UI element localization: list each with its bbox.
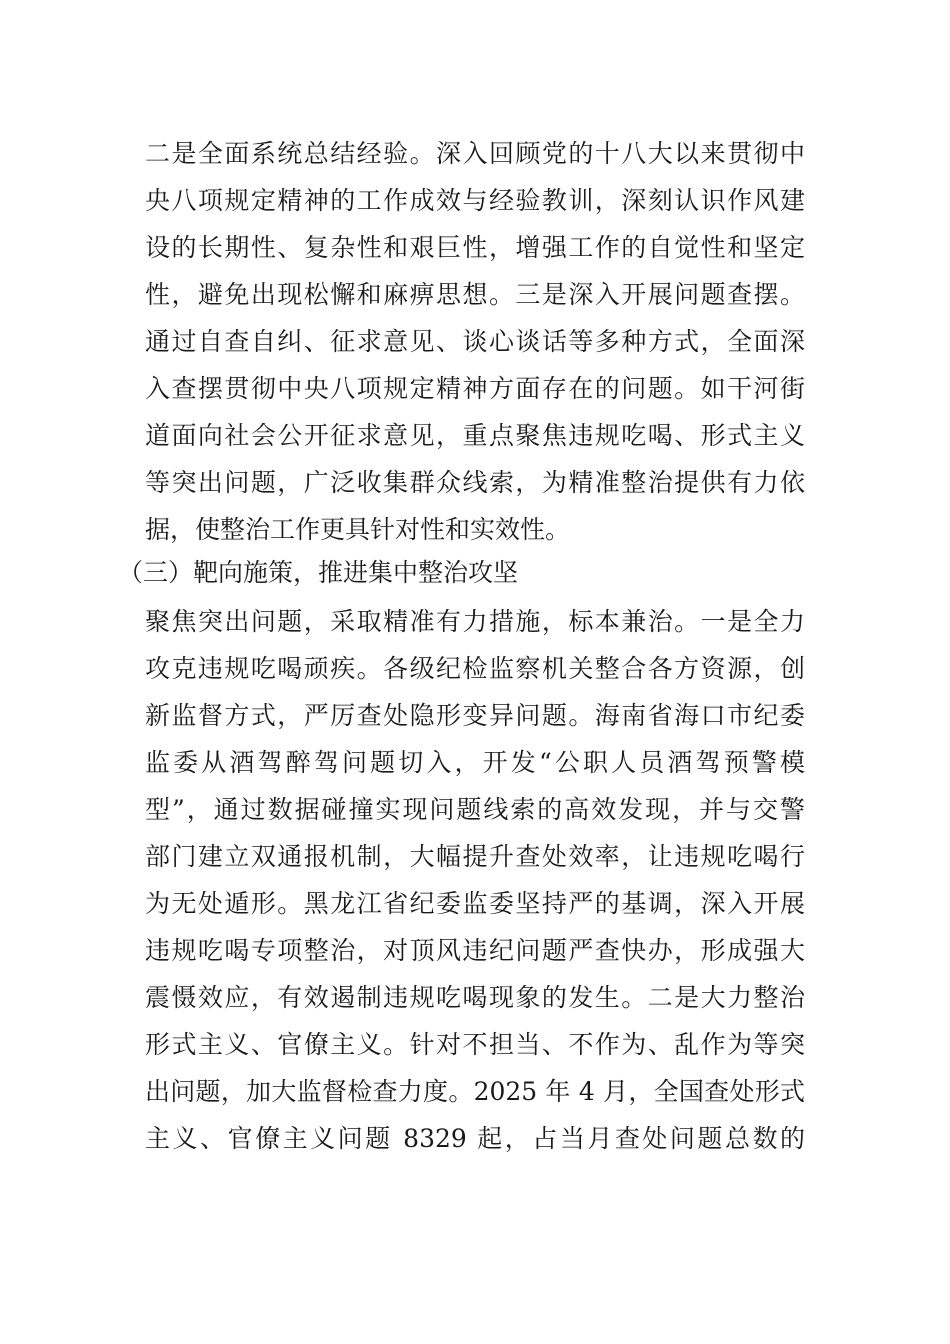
text-line: 设的长期性、复杂性和艰巨性，增强工作的自觉性和坚定 — [145, 233, 805, 262]
text-line: 二是全面系统总结经验。深入回顾党的十八大以来贯彻中 — [145, 139, 805, 168]
text-line: 入查摆贯彻中央八项规定精神方面存在的问题。如干河街 — [145, 374, 805, 403]
text-line: 攻克违规吃喝顽疾。各级纪检监察机关整合各方资源，创 — [145, 654, 805, 683]
text-line: 部门建立双通报机制，大幅提升查处效率，让违规吃喝行 — [145, 842, 805, 871]
text-line: 出问题，加大监督检查力度。2025 年 4 月，全国查处形式 — [145, 1077, 805, 1106]
text-line: 据，使整治工作更具针对性和实效性。 — [145, 515, 571, 544]
text-line: 震慑效应，有效遏制违规吃喝现象的发生。二是大力整治 — [145, 983, 805, 1012]
text-line: 通过自查自纠、征求意见、谈心谈话等多种方式，全面深 — [145, 327, 805, 356]
text-line: 违规吃喝专项整治，对顶风违纪问题严查快办，形成强大 — [145, 936, 805, 965]
text-line: 等突出问题，广泛收集群众线索，为精准整治提供有力依 — [145, 468, 805, 497]
text-line: 监委从酒驾醉驾问题切入，开发“公职人员酒驾预警模 — [145, 748, 805, 777]
text-line: 形式主义、官僚主义。针对不担当、不作为、乱作为等突 — [145, 1030, 805, 1059]
text-line: 型”，通过数据碰撞实现问题线索的高效发现，并与交警 — [145, 795, 805, 824]
section-heading: （三）靶向施策，推进集中整治攻坚 — [118, 558, 519, 587]
text-line: 道面向社会公开征求意见，重点聚焦违规吃喝、形式主义 — [145, 421, 805, 450]
text-line: 央八项规定精神的工作成效与经验教训，深刻认识作风建 — [145, 186, 805, 215]
text-line: 主义、官僚主义问题 8329 起，占当月查处问题总数的 — [145, 1124, 805, 1153]
text-line: 新监督方式，严厉查处隐形变异问题。海南省海口市纪委 — [145, 701, 805, 730]
text-line: 为无处遁形。黑龙江省纪委监委坚持严的基调，深入开展 — [145, 889, 805, 918]
text-line: 聚焦突出问题，采取精准有力措施，标本兼治。一是全力 — [145, 607, 805, 636]
text-line: 性，避免出现松懈和麻痹思想。三是深入开展问题查摆。 — [145, 280, 805, 309]
